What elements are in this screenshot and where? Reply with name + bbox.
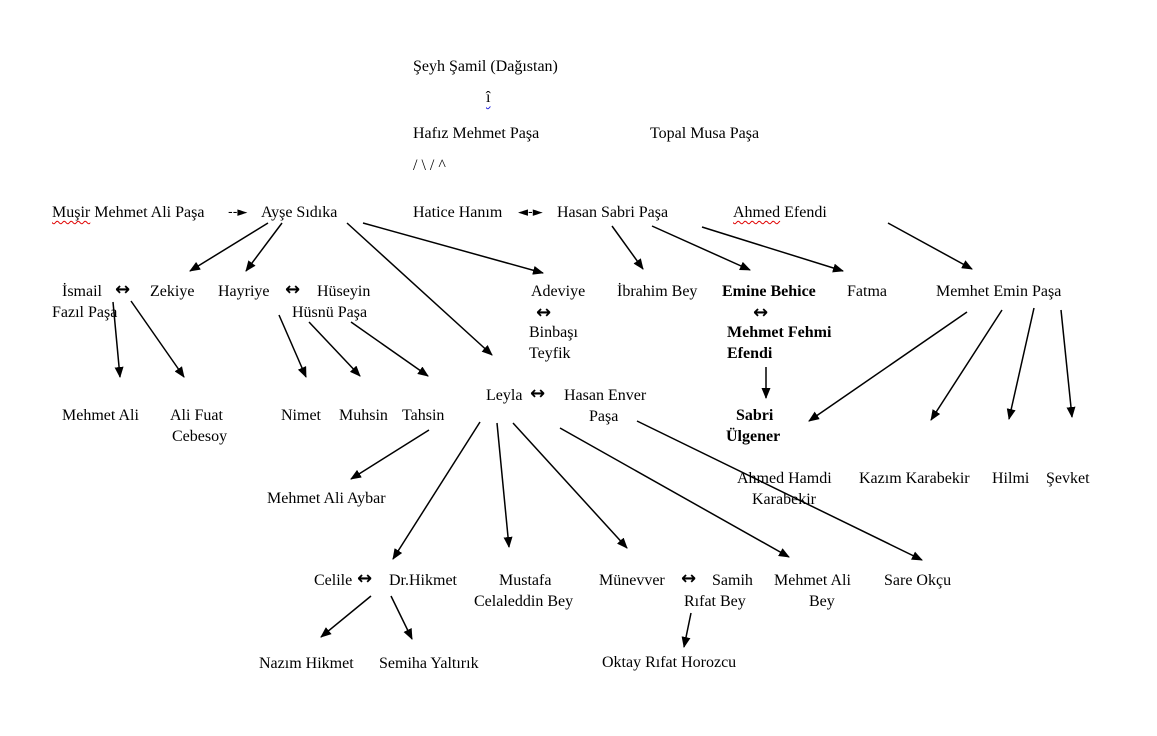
- node-sevket: Şevket: [1046, 470, 1090, 487]
- node-ali-fuat-cebesoy-line2: Cebesoy: [172, 428, 228, 445]
- node-kazim-karabekir: Kazım Karabekir: [859, 470, 970, 487]
- marriage-dash-arrow-icon: --►: [228, 205, 248, 220]
- node-muhsin: Muhsin: [339, 407, 388, 424]
- couple-arrow-icon: ↔: [536, 302, 551, 323]
- node-nazim-hikmet: Nazım Hikmet: [259, 655, 354, 672]
- node-oktay-rifat-horozcu: Oktay Rıfat Horozcu: [602, 654, 737, 671]
- node-samih-rifat-bey-line2: Rıfat Bey: [684, 593, 746, 610]
- node-leyla: Leyla: [486, 387, 523, 404]
- arrow-samih-to-oktay: [684, 613, 691, 647]
- node-sabri-ulgener-line1: Sabri: [736, 407, 774, 424]
- misspelled-word-musir: Muşir: [52, 204, 91, 221]
- node-ibrahim-bey: İbrahim Bey: [617, 283, 698, 300]
- node-topal-musa-pasa: Topal Musa Paşa: [650, 125, 760, 142]
- arrow-hasan-sabri-to-fatma: [702, 227, 843, 271]
- node-emine-behice: Emine Behice: [722, 283, 816, 300]
- node-ismail-fazil-pasa-line2: Fazıl Paşa: [52, 304, 118, 321]
- node-semiha-yaltirik: Semiha Yaltırık: [379, 655, 479, 672]
- arrow-celile-to-nazim: [321, 596, 371, 637]
- branch-slashes: / \ / ^: [413, 157, 446, 174]
- node-zekiye: Zekiye: [150, 283, 195, 300]
- node-mehmet-fehmi-efendi-line1: Mehmet Fehmi: [727, 324, 832, 341]
- node-huseyin: Hüseyin: [317, 283, 371, 300]
- node-sare-okcu: Sare Okçu: [884, 572, 952, 589]
- misspelled-word-ahmed: Ahmed: [733, 204, 781, 221]
- node-ahmed-hamdi-karabekir-line1: Ahmed Hamdi: [737, 470, 832, 487]
- arrow-memhet-to-sevket: [1061, 310, 1072, 417]
- updown-arrow-icon: î: [486, 89, 491, 106]
- node-celile: Celile: [314, 572, 353, 589]
- arrow-ayse-to-adeviye: [363, 223, 543, 273]
- node-huseyin-husnu-pasa-line2: Hüsnü Paşa: [292, 304, 368, 321]
- node-hasan-enver-pasa-line2: Paşa: [589, 408, 619, 425]
- node-ahmed-hamdi-karabekir-line2: Karabekir: [752, 491, 816, 508]
- node-mustafa-celaleddin-line2: Celaleddin Bey: [474, 593, 574, 610]
- node-mehmet-ali-bey-line2: Bey: [809, 593, 835, 610]
- node-adeviye: Adeviye: [531, 283, 586, 300]
- couple-arrow-icon: ↔: [530, 383, 545, 404]
- node-hasan-sabri-pasa: Hasan Sabri Paşa: [557, 204, 669, 221]
- node-binbasi-teyfik-line2: Teyfik: [529, 345, 571, 362]
- ahmed-name-rest: Efendi: [780, 204, 827, 221]
- node-mehmet-ali-aybar: Mehmet Ali Aybar: [267, 490, 386, 507]
- arrow-leyla-to-mustafa: [497, 423, 509, 547]
- node-mustafa-celaleddin-line1: Mustafa: [499, 572, 552, 589]
- node-nimet: Nimet: [281, 407, 321, 424]
- arrow-leyla-to-celile: [393, 422, 480, 559]
- arrow-ahmed-efendi-to-memhet: [888, 223, 972, 269]
- arrow-tahsin-to-aybar: [351, 430, 429, 479]
- node-ayse-sidika: Ayşe Sıdıka: [261, 204, 338, 221]
- couple-arrow-icon: ↔: [357, 568, 372, 589]
- couple-arrow-icon: ↔: [115, 279, 130, 300]
- node-hayriye: Hayriye: [218, 283, 270, 300]
- node-musir-mehmet-ali-pasa: [52, 203, 204, 222]
- arrow-hasan-sabri-to-emine: [652, 226, 750, 270]
- node-hatice-hanim: Hatice Hanım: [413, 204, 503, 221]
- node-mehmet-fehmi-efendi-line2: Efendi: [727, 345, 773, 362]
- node-hilmi: Hilmi: [992, 470, 1030, 487]
- arrow-hasan-sabri-to-ibrahim: [612, 226, 643, 269]
- arrow-husnu-to-nimet: [279, 315, 306, 377]
- node-fatma: Fatma: [847, 283, 887, 300]
- node-hasan-enver-pasa-line1: Hasan Enver: [564, 387, 647, 404]
- arrow-husnu-to-muhsin: [309, 322, 360, 376]
- node-mehmet-ali: Mehmet Ali: [62, 407, 139, 424]
- node-munevver: Münevver: [599, 572, 665, 589]
- arrow-celile-to-semiha: [391, 596, 412, 639]
- couple-arrow-icon: ↔: [285, 279, 300, 300]
- node-memhet-emin-pasa: Memhet Emin Paşa: [936, 283, 1062, 300]
- node-dr-hikmet: Dr.Hikmet: [389, 572, 457, 589]
- node-tahsin: Tahsin: [402, 407, 445, 424]
- arrow-ismail-to-ali-fuat: [131, 301, 184, 377]
- arrow-ayse-to-hayriye: [246, 223, 282, 271]
- arrow-husnu-to-tahsin: [351, 322, 428, 376]
- node-samih-rifat-bey-line1: Samih: [712, 572, 753, 589]
- arrow-leyla-to-munevver: [513, 423, 627, 548]
- arrow-memhet-to-kazim: [931, 310, 1002, 420]
- musir-name-rest: Mehmet Ali Paşa: [90, 204, 205, 221]
- node-ahmed-efendi: [733, 203, 827, 222]
- node-hafiz-mehmet-pasa: Hafız Mehmet Paşa: [413, 125, 540, 142]
- marriage-leftright-arrow-icon: ◄-►: [518, 205, 543, 220]
- node-seyh-samil: Şeyh Şamil (Dağıstan): [413, 58, 558, 75]
- node-binbasi-teyfik-line1: Binbaşı: [529, 324, 578, 341]
- arrow-memhet-to-hilmi: [1009, 308, 1034, 419]
- couple-arrow-icon: ↔: [681, 568, 696, 589]
- arrow-ayse-to-zekiye: [190, 223, 268, 271]
- node-ali-fuat-cebesoy-line1: Ali Fuat: [170, 407, 223, 424]
- node-ismail: İsmail: [62, 283, 102, 300]
- arrow-memhet-to-ahmed-hamdi: [809, 312, 967, 421]
- couple-arrow-icon: ↔: [753, 302, 768, 323]
- node-mehmet-ali-bey-line1: Mehmet Ali: [774, 572, 851, 589]
- node-sabri-ulgener-line2: Ülgener: [726, 428, 781, 445]
